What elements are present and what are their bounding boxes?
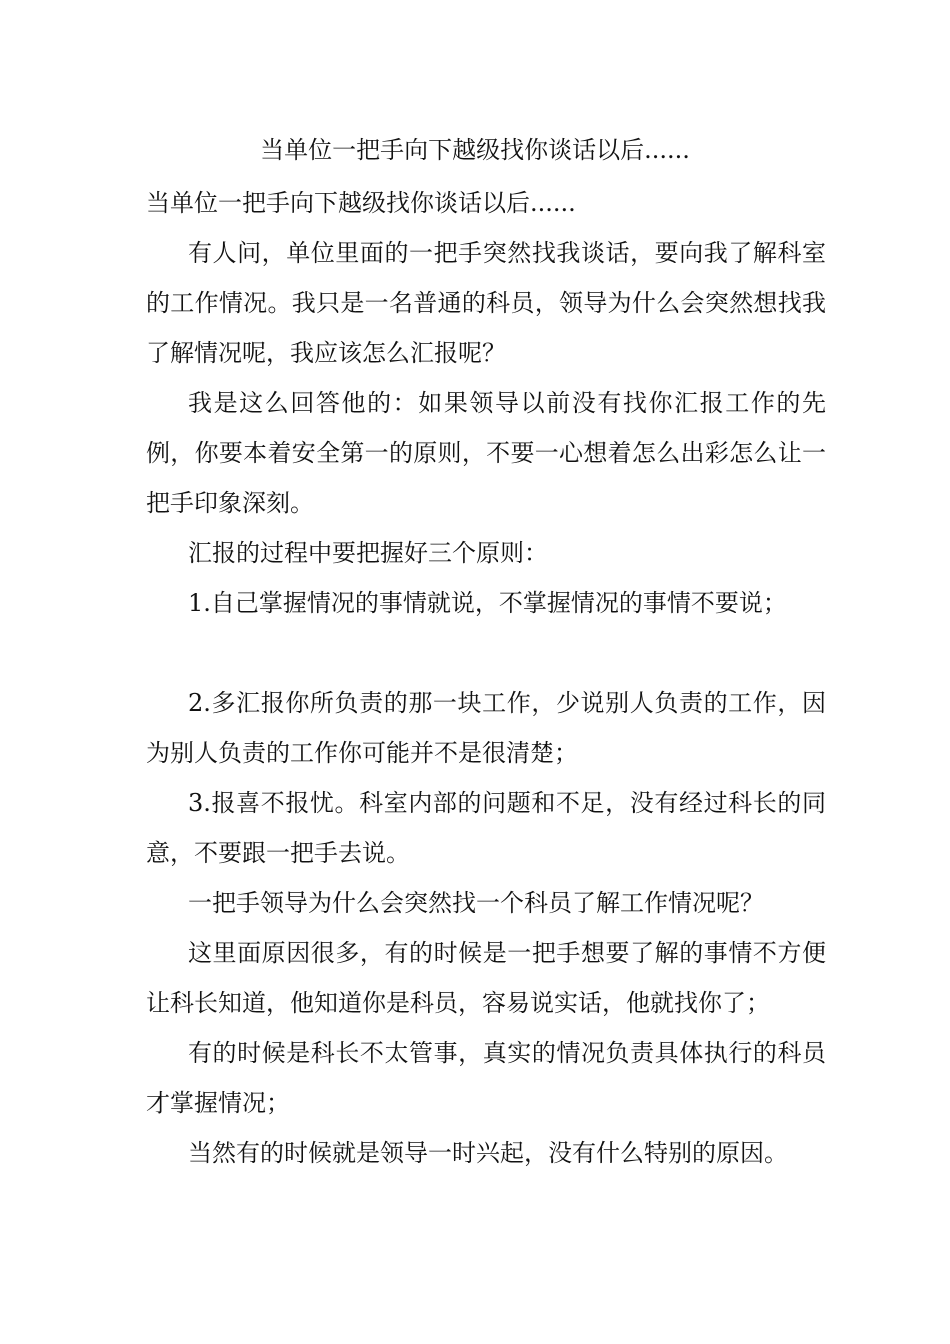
paragraph-reason-3: 当然有的时候就是领导一时兴起，没有什么特别的原因。 — [188, 1139, 788, 1167]
paragraph-reason-1: 这里面原因很多，有的时候是一把手想要了解的事情不方便让科长知道，他知道你是科员，容易说实话，他就找你了； — [146, 939, 826, 1017]
principle-item-3: 3.报喜不报忧。科室内部的问题和不足，没有经过科长的同意，不要跟一把手去说。 — [146, 789, 826, 867]
principle-item-1: 1.自己掌握情况的事情就说，不掌握情况的事情不要说； — [188, 589, 787, 617]
principle-item-2: 2.多汇报你所负责的那一块工作，少说别人负责的工作，因为别人负责的工作你可能并不是很清楚； — [146, 689, 826, 767]
paragraph-why-question: 一把手领导为什么会突然找一个科员了解工作情况呢？ — [188, 889, 764, 917]
document-body — [146, 178, 826, 1178]
document-subtitle: 当单位一把手向下越级找你谈话以后...... — [146, 189, 576, 217]
paragraph-principles-intro: 汇报的过程中要把握好三个原则： — [188, 539, 548, 567]
paragraph-question: 有人问，单位里面的一把手突然找我谈话，要向我了解科室的工作情况。我只是一名普通的科员，领导为什么会突然想找我了解情况呢，我应该怎么汇报呢？ — [146, 239, 826, 367]
blank-line — [146, 628, 826, 678]
document-title: 当单位一把手向下越级找你谈话以后...... — [260, 136, 690, 164]
paragraph-reason-2: 有的时候是科长不太管事，真实的情况负责具体执行的科员才掌握情况； — [146, 1039, 826, 1117]
paragraph-answer: 我是这么回答他的：如果领导以前没有找你汇报工作的先例，你要本着安全第一的原则，不要一心想着怎么出彩怎么让一把手印象深刻。 — [146, 389, 826, 517]
